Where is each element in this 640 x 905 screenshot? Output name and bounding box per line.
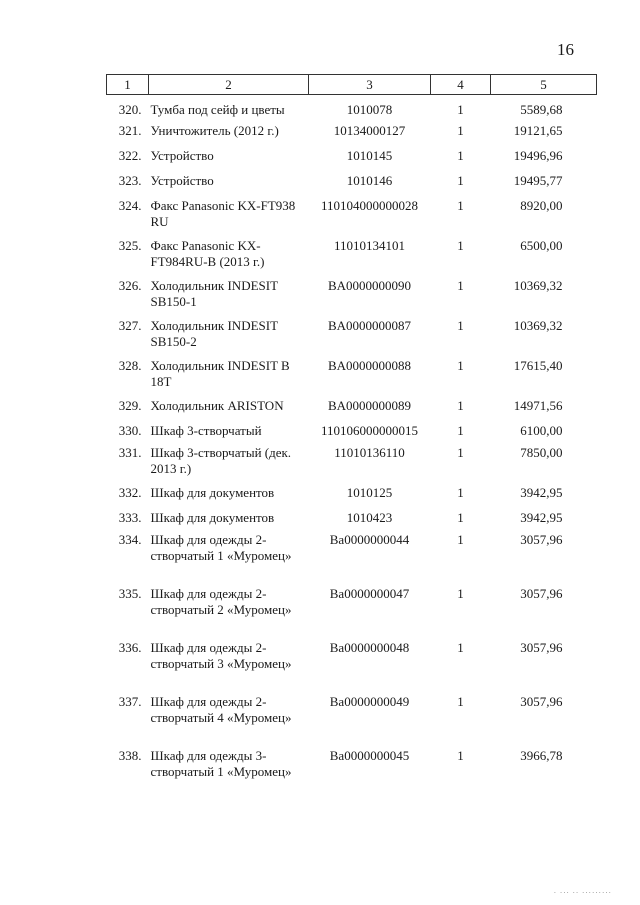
inventory-code: BA0000000087 [327, 317, 412, 333]
amount: 19496,96 [513, 147, 563, 163]
row-number: 323. [118, 172, 142, 188]
inventory-code: Ba0000000045 [329, 747, 410, 763]
inventory-code: Ba0000000049 [329, 693, 410, 709]
table-row [107, 510, 597, 532]
row-number: 338. [118, 747, 142, 763]
item-name: Холодильник INDESIT SB150-2 [150, 317, 278, 349]
inventory-code: Ba0000000044 [329, 531, 410, 547]
page-number: 16 [557, 40, 574, 59]
item-name: Шкаф 3-створчатый [150, 422, 262, 438]
inventory-code: 1010146 [346, 172, 393, 188]
amount: 14971,56 [513, 397, 563, 413]
row-number: 322. [118, 147, 142, 163]
amount: 3057,96 [520, 585, 563, 601]
table-row [107, 123, 597, 148]
row-number: 324. [118, 197, 142, 213]
amount: 10369,32 [513, 277, 563, 293]
quantity: 1 [457, 747, 464, 763]
row-number: 329. [118, 397, 142, 413]
quantity: 1 [457, 509, 464, 525]
amount: 6100,00 [520, 422, 563, 438]
quantity: 1 [457, 357, 464, 373]
row-number: 327. [118, 317, 142, 333]
item-name: Шкаф 3-створчатый (дек. 2013 г.) [150, 444, 292, 476]
item-name: Факс Panasonic KX-FT984RU-B (2013 г.) [150, 237, 265, 269]
inventory-code: 1010078 [346, 102, 393, 117]
quantity: 1 [457, 484, 464, 500]
amount: 3966,78 [520, 747, 563, 763]
row-number: 332. [118, 484, 142, 500]
table-row [107, 445, 597, 485]
quantity: 1 [457, 197, 464, 213]
table-header [107, 75, 597, 95]
header-col-2: 2 [149, 75, 309, 95]
item-name: Уничтожитель (2012 г.) [150, 122, 279, 138]
amount: 3942,95 [520, 509, 563, 525]
table-row [107, 95, 597, 123]
quantity: 1 [457, 422, 464, 438]
item-name: Шкаф для документов [150, 509, 275, 525]
inventory-code: BA0000000088 [327, 357, 412, 373]
quantity: 1 [457, 317, 464, 333]
inventory-code: Ba0000000048 [329, 639, 410, 655]
inventory-code: 110104000000028 [320, 197, 419, 213]
table-row [107, 748, 597, 802]
table-row [107, 423, 597, 445]
inventory-code: 1010125 [346, 484, 393, 500]
item-name: Тумба под сейф и цветы [150, 102, 285, 117]
row-number: 331. [118, 444, 142, 460]
table-row [107, 318, 597, 358]
table-row [107, 148, 597, 173]
quantity: 1 [457, 397, 464, 413]
item-name: Шкаф для одежды 2-створчатый 4 «Муромец» [150, 693, 292, 725]
quantity: 1 [457, 277, 464, 293]
inventory-code: Ba0000000047 [329, 585, 410, 601]
amount: 19121,65 [513, 122, 563, 138]
table-row [107, 278, 597, 318]
quantity: 1 [457, 122, 464, 138]
table-body [107, 95, 597, 802]
quantity: 1 [457, 237, 464, 253]
amount: 3057,96 [520, 639, 563, 655]
item-name: Шкаф для одежды 3-створчатый 1 «Муромец» [150, 747, 292, 779]
row-number: 326. [118, 277, 142, 293]
footer-scan-mark: · ··· ·· ········· [553, 889, 612, 897]
amount: 7850,00 [520, 444, 563, 460]
item-name: Устройство [150, 147, 214, 163]
item-name: Шкаф для одежды 2-створчатый 3 «Муромец» [150, 639, 292, 671]
item-name: Устройство [150, 172, 214, 188]
amount: 3942,95 [520, 484, 563, 500]
quantity: 1 [457, 147, 464, 163]
quantity: 1 [457, 172, 464, 188]
quantity: 1 [457, 693, 464, 709]
row-number: 333. [118, 509, 142, 525]
inventory-code: 10134000127 [333, 122, 406, 138]
item-name: Холодильник INDESIT SB150-1 [150, 277, 278, 309]
amount: 19495,77 [513, 172, 563, 188]
quantity: 1 [457, 444, 464, 460]
table-row [107, 398, 597, 423]
row-number: 337. [118, 693, 142, 709]
inventory-code: 1010423 [346, 509, 393, 525]
table-row [107, 198, 597, 238]
header-col-3: 3 [309, 75, 431, 95]
amount: 3057,96 [520, 531, 563, 547]
inventory-code: 11010136110 [334, 444, 405, 460]
item-name: Холодильник ARISTON [150, 397, 284, 413]
table-row [107, 238, 597, 278]
row-number: 334. [118, 531, 142, 547]
row-number: 320. [118, 102, 142, 117]
inventory-code: 11010134101 [333, 237, 406, 253]
row-number: 336. [118, 639, 142, 655]
amount: 10369,32 [513, 317, 563, 333]
table-row [107, 485, 597, 510]
inventory-table [106, 74, 597, 802]
inventory-code: 1010145 [346, 147, 393, 163]
row-number: 335. [118, 585, 142, 601]
header-col-5: 5 [491, 75, 597, 95]
table-row [107, 586, 597, 640]
item-name: Холодильник INDESIT B 18T [150, 357, 290, 389]
quantity: 1 [457, 585, 464, 601]
inventory-code: BA0000000089 [327, 397, 412, 413]
row-number: 325. [118, 237, 142, 253]
amount: 3057,96 [520, 693, 563, 709]
row-number: 330. [118, 422, 142, 438]
table-row [107, 640, 597, 694]
item-name: Шкаф для одежды 2-створчатый 1 «Муромец» [150, 531, 292, 563]
quantity: 1 [457, 639, 464, 655]
header-col-4: 4 [431, 75, 491, 95]
item-name: Шкаф для документов [150, 484, 275, 500]
header-col-1: 1 [107, 75, 149, 95]
item-name: Шкаф для одежды 2- створчатый 2 «Муромец» [150, 585, 292, 617]
amount: 8920,00 [520, 197, 563, 213]
table-row [107, 173, 597, 198]
table-row [107, 532, 597, 586]
quantity: 1 [457, 531, 464, 547]
table-row [107, 694, 597, 748]
inventory-sheet [106, 74, 596, 802]
amount: 5589,68 [520, 102, 563, 117]
amount: 17615,40 [513, 357, 563, 373]
row-number: 328. [118, 357, 142, 373]
inventory-code: 110106000000015 [320, 422, 419, 438]
quantity: 1 [457, 102, 464, 117]
row-number: 321. [118, 122, 142, 138]
item-name: Факс Panasonic KX-FT938 RU [150, 197, 296, 229]
inventory-code: BA0000000090 [327, 277, 412, 293]
table-row [107, 358, 597, 398]
amount: 6500,00 [520, 237, 563, 253]
